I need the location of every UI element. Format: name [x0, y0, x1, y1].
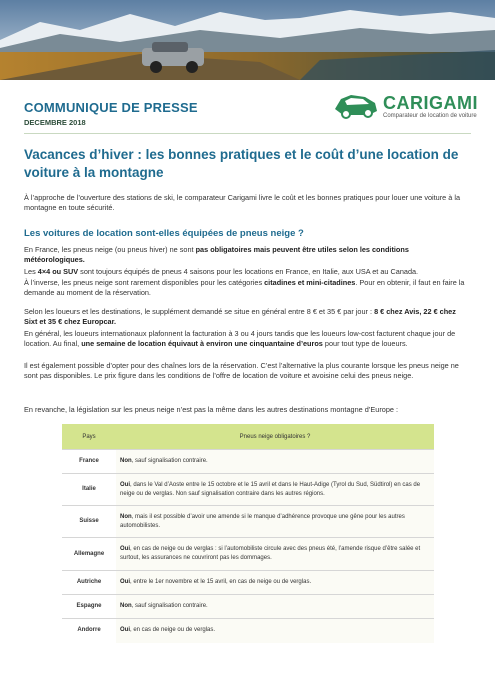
paragraph-2	[24, 267, 471, 277]
paragraph-3-bold: citadines et mini-citadines	[264, 278, 356, 287]
country-cell: Andorre	[62, 619, 116, 643]
paragraph-6: Il est également possible d’opter pour des chaînes lors de la réservation. C’est l’alternative la plus courante lorsque les pneus neige ne sont pas disponibles. Le prix figure dans les conditions de l’offre de location de voiture et avoisine celui des pneus neige.	[24, 361, 459, 381]
hero-photo	[0, 0, 495, 80]
paragraph-2-text-a: Les	[24, 267, 38, 276]
paragraph-5-text-c: pour tout type de loueurs.	[322, 339, 408, 349]
rule-cell	[116, 595, 434, 619]
rule-detail: , dans le Val d’Aoste entre le 15 octobre et le 15 avril et dans le Haut-Adige (Tyrol du Sud, Südtirol) en cas de neige ou de verglas. Non sauf signalisation contraire dans les autres régions.	[120, 481, 421, 497]
rule-answer: Oui	[120, 627, 130, 634]
release-date: DECEMBRE 2018	[24, 118, 86, 127]
rule-cell	[116, 571, 434, 595]
paragraph-1-bold: pas obligatoires mais peuvent être utiles selon les conditions météorologiques.	[24, 245, 409, 265]
rule-cell	[116, 538, 434, 571]
paragraph-5-text-a: En général, les loueurs internationaux plafonnent la facturation à 3 ou 4 jours tandis que les loueurs low-cost facturent chaque jour de location. Au final,	[24, 329, 456, 349]
carigami-logo	[333, 93, 483, 125]
logo-name: CARIGAMI	[383, 93, 478, 113]
country-cell: Allemagne	[62, 538, 116, 571]
rule-detail: , mais il est possible d’avoir une amende si le manque d’adhérence provoque une gêne pour les autres automobilistes.	[120, 513, 405, 529]
paragraph-3-text-a: À l’inverse, les pneus neige sont rarement disponibles pour les catégories	[24, 278, 265, 287]
press-release-title: COMMUNIQUE DE PRESSE	[24, 100, 198, 115]
paragraph-5	[24, 329, 471, 350]
table-row	[62, 571, 434, 595]
paragraph-1-text: En France, les pneus neige (ou pneus hiver) ne sont	[24, 245, 196, 254]
article-title: Vacances d’hiver : les bonnes pratiques et le coût d’une location de voiture à la montagne	[24, 147, 459, 180]
paragraph-7: En revanche, la législation sur les pneus neige n’est pas la même dans les autres destinations montagne d’Europe :	[24, 405, 398, 414]
snow-tire-legislation-table	[62, 424, 434, 643]
intro-paragraph: À l’approche de l’ouverture des stations de ski, le comparateur Carigami livre le coût et les bonnes pratiques pour louer une voiture à la montagne en toute sécurité.	[24, 193, 461, 213]
rule-cell	[116, 619, 434, 643]
rule-detail: , entre le 1er novembre et le 15 avril, en cas de neige ou de verglas.	[130, 579, 312, 586]
country-cell: Italie	[62, 474, 116, 506]
table-row	[62, 619, 434, 643]
rule-detail: , sauf signalisation contraire.	[131, 458, 208, 465]
paragraph-2-text-c: sont toujours équipés de pneus 4 saisons pour les locations en France, en Italie, aux USA et au Canada.	[78, 267, 419, 276]
table-row	[62, 595, 434, 619]
paragraph-3-text-c: . Pour en obtenir, il faut en faire la demande au moment de la réservation.	[24, 278, 465, 298]
rule-detail: , en cas de neige ou de verglas : si l’automobiliste circule avec des pneus été, l’amende risque d’être salée et surtout, les assurances ne couvriront pas les dommages.	[120, 546, 421, 561]
rule-answer: Oui	[120, 546, 130, 553]
country-cell: Suisse	[62, 506, 116, 538]
rule-answer: Oui	[120, 481, 130, 488]
rule-cell	[116, 450, 434, 474]
paragraph-4-bold: 8 € chez Avis, 22 € chez Sixt et 35 € chez Europcar.	[24, 307, 456, 327]
paragraph-4-text: Selon les loueurs et les destinations, le supplément demandé se situe en général entre 8 € et 35 € par jour :	[24, 307, 375, 316]
table-row	[62, 450, 434, 474]
table-row	[62, 474, 434, 506]
column-header-country: Pays	[62, 424, 116, 450]
car-logo-icon	[333, 93, 379, 119]
paragraph-1	[24, 245, 471, 266]
country-cell: Autriche	[62, 571, 116, 595]
paragraph-2-bold: 4×4 ou SUV	[37, 267, 79, 276]
table-row	[62, 506, 434, 538]
section-heading: Les voitures de location sont-elles équipées de pneus neige ?	[24, 228, 304, 239]
header-divider	[24, 133, 471, 134]
winter-landscape-image	[0, 0, 495, 80]
country-cell: Espagne	[62, 595, 116, 619]
rule-answer: Non	[120, 513, 132, 520]
logo-tagline: Comparateur de location de voiture	[383, 113, 477, 119]
rule-answer: Oui	[120, 579, 130, 586]
column-header-required: Pneus neige obligatoires ?	[116, 424, 434, 450]
rule-answer: Non	[120, 458, 132, 465]
rule-cell	[116, 474, 434, 506]
rule-answer: Non	[120, 603, 132, 610]
paragraph-5-bold: une semaine de location équivaut à environ une cinquantaine d’euros	[81, 339, 323, 349]
table-row	[62, 538, 434, 571]
table-header-row	[62, 424, 434, 450]
paragraph-4	[24, 307, 471, 328]
rule-detail: , en cas de neige ou de verglas.	[130, 627, 216, 634]
country-cell: France	[62, 450, 116, 474]
rule-detail: , sauf signalisation contraire.	[131, 603, 208, 610]
rule-cell	[116, 506, 434, 538]
paragraph-3	[24, 278, 471, 299]
